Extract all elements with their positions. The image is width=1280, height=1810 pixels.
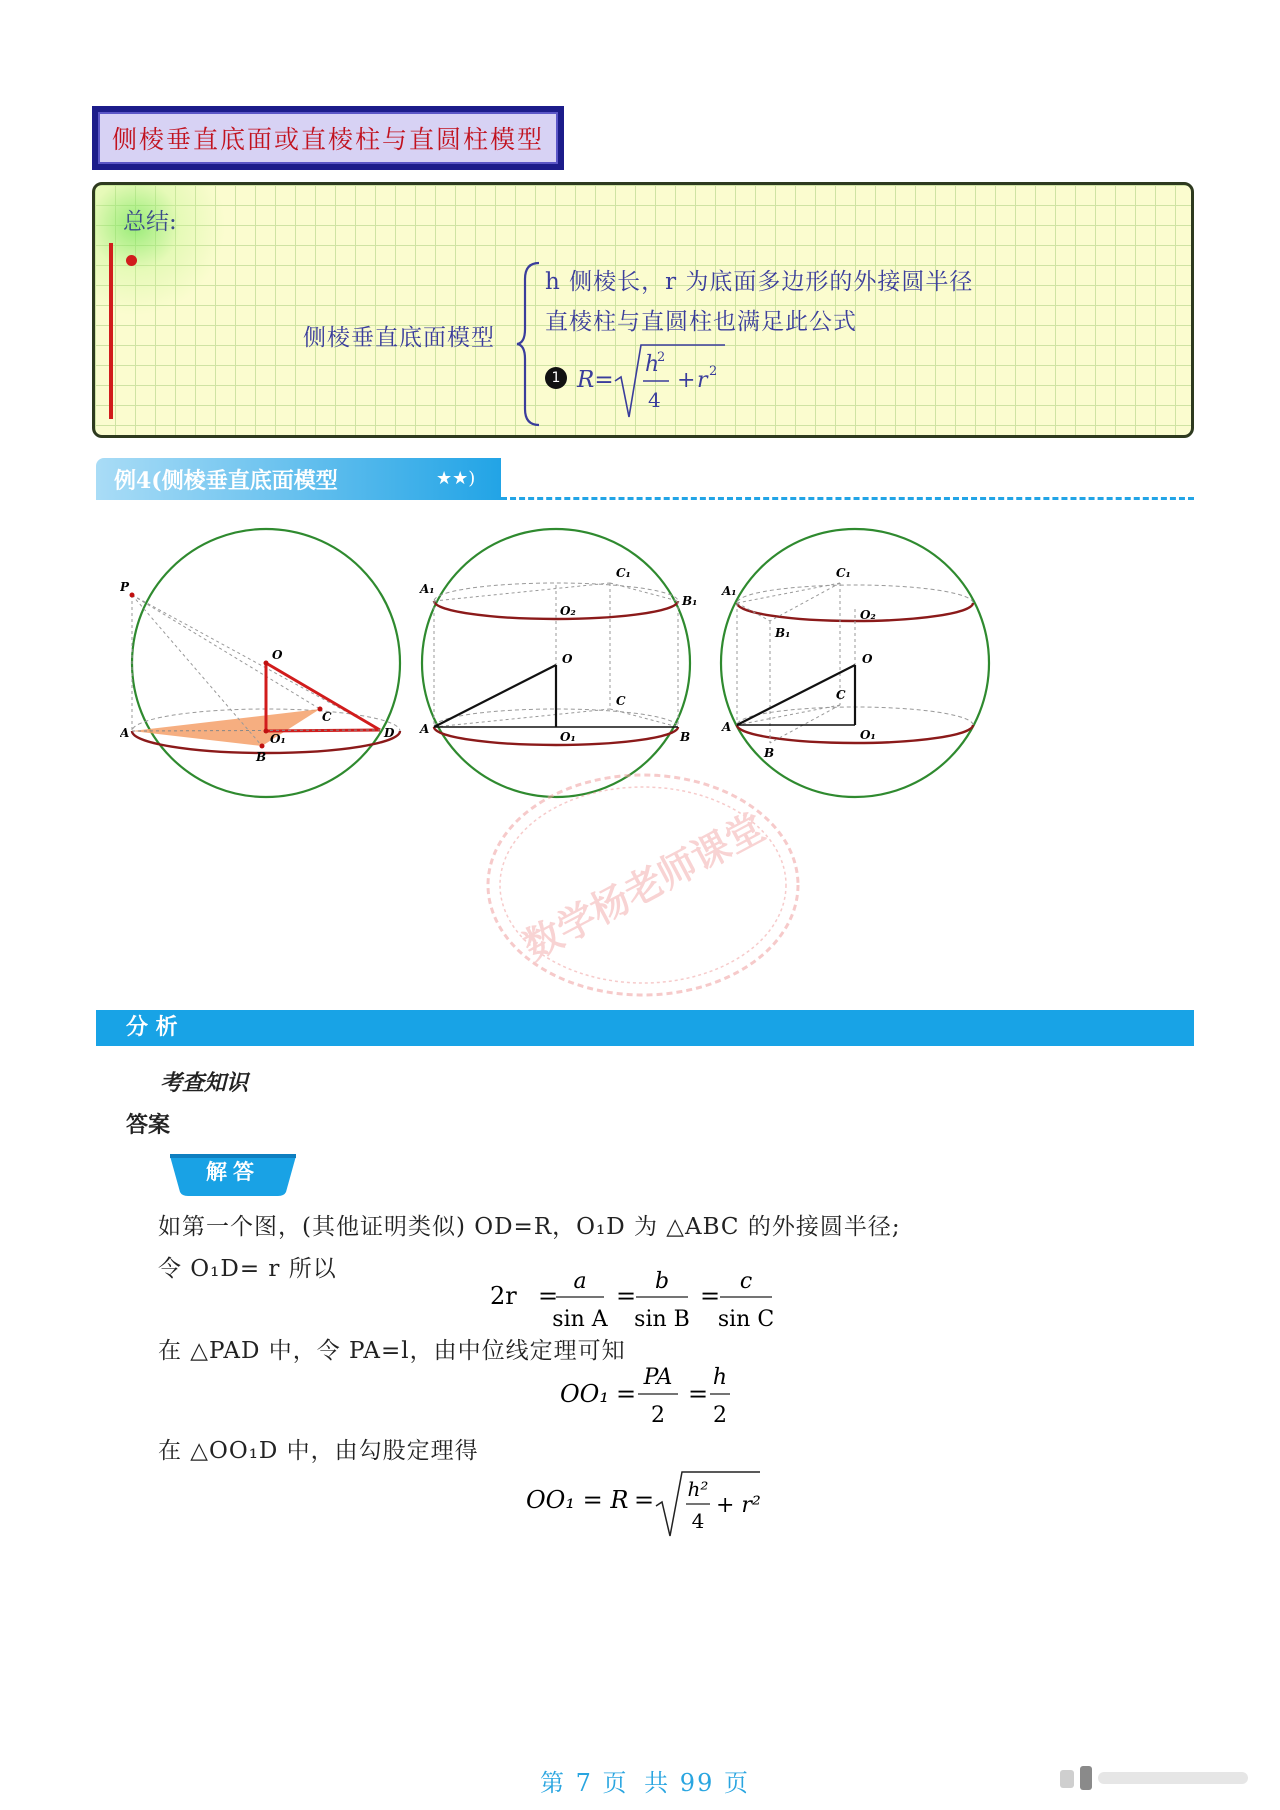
summary-box <box>92 182 1194 438</box>
label-O1: O₁ <box>560 730 576 744</box>
curly-brace-icon <box>515 259 545 429</box>
label-B1: B₁ <box>682 594 698 608</box>
label-A1: A₁ <box>722 584 737 598</box>
answer-label: 答案 <box>126 1112 171 1138</box>
svg-text:r: r <box>697 368 708 393</box>
label-A: A <box>120 726 130 740</box>
page-number: 第 7 页 <box>540 1769 629 1797</box>
svg-text:c: c <box>739 1269 753 1294</box>
svg-text:=: = <box>616 1380 637 1408</box>
svg-text:4: 4 <box>691 1509 705 1533</box>
label-A: A <box>722 720 732 734</box>
equation-pythagoras <box>520 1462 780 1542</box>
svg-text:+: + <box>677 368 696 393</box>
svg-text:=: = <box>616 1282 637 1310</box>
knowledge-label: 考查知识 <box>160 1070 249 1096</box>
label-P: P <box>120 580 130 594</box>
page-total: 共 99 页 <box>644 1769 750 1797</box>
figure-3-sphere-prism <box>721 529 989 797</box>
title-banner <box>92 106 564 170</box>
analysis-header: 分 析 <box>96 1010 1194 1046</box>
label-D: D <box>384 726 395 740</box>
summary-line-1: h 侧棱长，r 为底面多边形的外接圆半径 <box>545 269 974 295</box>
svg-text:sin C: sin C <box>717 1307 775 1332</box>
svg-text:R=: R= <box>577 367 614 393</box>
label-B: B <box>680 730 691 744</box>
figure-2-sphere-cylinder <box>419 529 697 797</box>
label-O1: O₁ <box>270 732 286 746</box>
svg-text:2: 2 <box>651 1403 665 1428</box>
svg-text:h: h <box>712 1365 728 1390</box>
solution-line-1: 如第一个图，(其他证明类似) OD=R，O₁D 为 △ABC 的外接圆半径; <box>158 1214 901 1240</box>
label-O: O <box>862 652 873 666</box>
svg-text:2: 2 <box>709 364 718 379</box>
model-name: 侧棱垂直底面模型 <box>303 325 495 351</box>
svg-text:h: h <box>645 352 660 377</box>
label-B: B <box>256 750 267 764</box>
svg-text:sin A: sin A <box>552 1307 608 1332</box>
label-A: A <box>420 722 430 736</box>
label-O: O <box>562 652 573 666</box>
difficulty-stars: ★★) <box>436 468 476 489</box>
equation-sine-rule <box>480 1260 810 1340</box>
svg-text:a: a <box>573 1269 587 1294</box>
svg-text:sin B: sin B <box>634 1307 690 1332</box>
watermark-text: 数学杨老师课堂 <box>516 804 772 969</box>
summary-formula <box>545 337 785 427</box>
solution-tab-label: 解答 <box>206 1159 260 1184</box>
svg-text:+ r²: + r² <box>716 1493 761 1518</box>
label-O1: O₁ <box>860 728 876 742</box>
corner-logo-icon <box>1060 1760 1260 1794</box>
svg-text:=: = <box>634 1486 655 1514</box>
svg-text:PA: PA <box>643 1365 673 1390</box>
svg-text:=: = <box>688 1380 709 1408</box>
red-bar-decoration <box>109 243 113 419</box>
svg-text:OO₁: OO₁ <box>560 1380 609 1408</box>
svg-text:=: = <box>538 1282 559 1310</box>
example-header-tab <box>96 458 501 500</box>
svg-text:h²: h² <box>687 1477 709 1501</box>
label-B: B <box>764 746 775 760</box>
solution-line-3: 在 △PAD 中，令 PA=l，由中位线定理可知 <box>158 1338 626 1364</box>
label-A1: A₁ <box>420 582 435 596</box>
formula-graphic <box>575 337 755 427</box>
figure-1-sphere-pyramid <box>120 529 400 797</box>
summary-label: 总结: <box>123 209 177 235</box>
label-C: C <box>616 694 626 708</box>
svg-text:2: 2 <box>713 1403 727 1428</box>
label-B1: B₁ <box>775 626 791 640</box>
summary-line-2: 直棱柱与直圆柱也满足此公式 <box>545 309 857 335</box>
svg-text:b: b <box>654 1269 670 1294</box>
svg-text:4: 4 <box>648 388 661 412</box>
label-O2: O₂ <box>860 608 876 622</box>
equation-midline <box>550 1360 750 1430</box>
page-footer <box>540 1763 756 1798</box>
dashed-divider <box>501 497 1194 500</box>
svg-text:2r: 2r <box>490 1282 517 1310</box>
solution-line-2: 令 O₁D= r 所以 <box>158 1256 337 1282</box>
number-badge: 1 <box>545 367 567 389</box>
svg-text:=: = <box>700 1282 721 1310</box>
label-O2: O₂ <box>560 604 576 618</box>
label-C: C <box>322 710 332 724</box>
title-text: 侧棱垂直底面或直棱柱与直圆柱模型 <box>98 112 558 164</box>
bullet-dot-icon <box>126 255 137 266</box>
svg-text:OO₁ = R: OO₁ = R <box>526 1486 629 1514</box>
svg-text:2: 2 <box>657 350 666 365</box>
watermark-stamp <box>478 760 808 1010</box>
label-C1: C₁ <box>836 566 851 580</box>
geometry-figures <box>120 525 1010 800</box>
example-title: 例4(侧棱垂直底面模型 <box>114 467 338 494</box>
solution-line-4: 在 △OO₁D 中，由勾股定理得 <box>158 1438 479 1464</box>
label-C1: C₁ <box>616 566 631 580</box>
label-O: O <box>272 648 283 662</box>
label-C: C <box>836 688 846 702</box>
